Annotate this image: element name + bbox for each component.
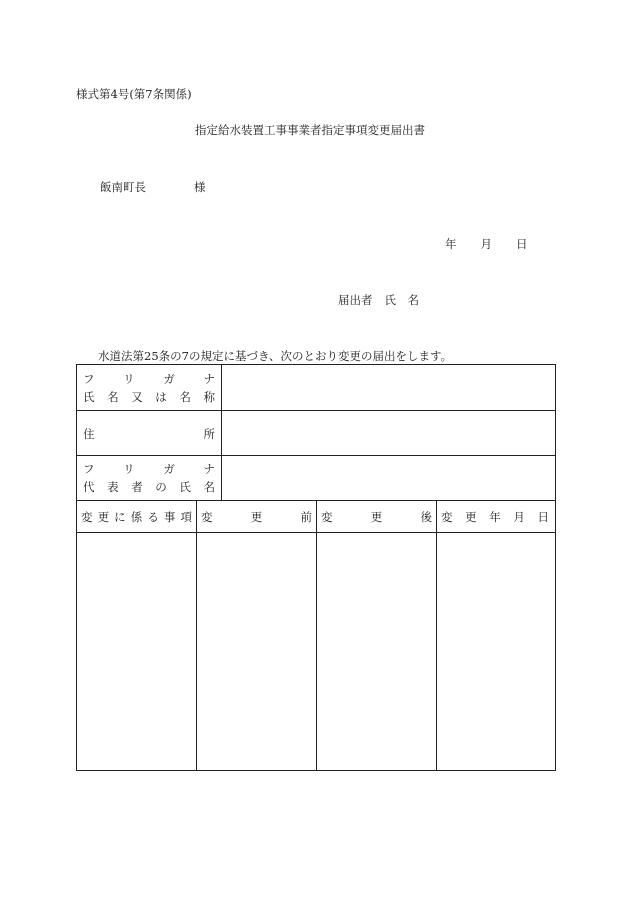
header-change-item-char: 係 [130,510,143,524]
header-change-date-char: 年 [489,510,501,524]
row-name-furigana-char: ナ [203,372,215,386]
header-change-date-char: 更 [465,510,477,524]
addressee-suffix: 様 [194,180,206,194]
header-change-item-char: に [114,510,126,524]
header-change-date [441,509,549,525]
row-name-label-char: 名 [179,390,191,404]
addressee [100,179,206,195]
row-name-label-char: 氏 [83,390,95,404]
header-before-change [201,509,312,525]
row-name-label-char: 称 [203,390,215,404]
row-name-label-char: 名 [107,390,119,404]
applicant-label: 届出者 [338,293,373,307]
header-change-item-char: 変 [81,510,93,524]
header-before-change-char: 更 [250,510,263,524]
header-after-change [321,509,432,525]
row-name-furigana-char: リ [123,372,135,386]
document-title: 指定給水装置工事事業者指定事項変更届出書 [195,123,425,137]
row-address-label-char: 所 [203,427,215,441]
header-change-date-char: 月 [513,510,525,524]
header-change-item-char: 項 [180,510,192,524]
date-day-label: 日 [516,237,528,251]
row-representative-label-char: 氏 [179,480,191,494]
row-representative-label-char: 表 [107,480,119,494]
header-change-item [81,509,192,525]
row-representative-furigana-char: リ [123,462,135,476]
address-input-cell[interactable] [222,411,555,455]
header-after-change-char: 更 [370,510,383,524]
date-line [445,236,528,252]
date-month-label: 月 [480,237,492,251]
header-change-item-char: る [147,510,159,524]
row-name-furigana-char: ガ [163,372,175,386]
header-after-change-char: 後 [420,510,432,524]
header-change-date-char: 変 [441,510,453,524]
form-code: 様式第4号(第7条関係) [76,87,192,101]
before-change-cell[interactable] [197,533,316,770]
row-address-label-char: 住 [83,427,95,441]
row-representative-label [83,479,215,495]
row-representative-label-char: の [155,480,167,494]
statement: 水道法第25条の7の規定に基づき、次のとおり変更の届出をします。 [98,349,453,363]
row-representative-label-char: 者 [131,480,143,494]
row-name-furigana-char: フ [83,372,95,386]
name-input-cell[interactable] [222,365,555,410]
date-year-label: 年 [445,237,457,251]
row-name-furigana [83,371,215,387]
row-address-label [83,426,215,442]
row-representative-label-char: 代 [83,480,95,494]
row-name-label [83,389,215,405]
change-date-cell[interactable] [437,533,555,770]
row-representative-furigana-char: フ [83,462,95,476]
after-change-cell[interactable] [317,533,436,770]
change-item-cell[interactable] [77,533,196,770]
row-name-label-char: は [155,390,167,404]
header-before-change-char: 前 [300,510,312,524]
row-representative-furigana-char: ガ [163,462,175,476]
applicant-name-label: 氏 名 [384,293,419,307]
addressee-name: 飯南町長 [100,180,146,194]
representative-input-cell[interactable] [222,456,555,500]
row-representative-label-char: 名 [203,480,215,494]
header-change-item-char: 更 [97,510,110,524]
header-before-change-char: 変 [201,510,213,524]
header-change-item-char: 事 [163,510,176,524]
header-change-date-char: 日 [537,510,549,524]
row-representative-furigana-char: ナ [203,462,215,476]
header-after-change-char: 変 [321,510,333,524]
form-table [76,364,556,771]
row-representative-furigana [83,461,215,477]
applicant [338,292,419,308]
row-name-label-char: 又 [131,390,143,404]
